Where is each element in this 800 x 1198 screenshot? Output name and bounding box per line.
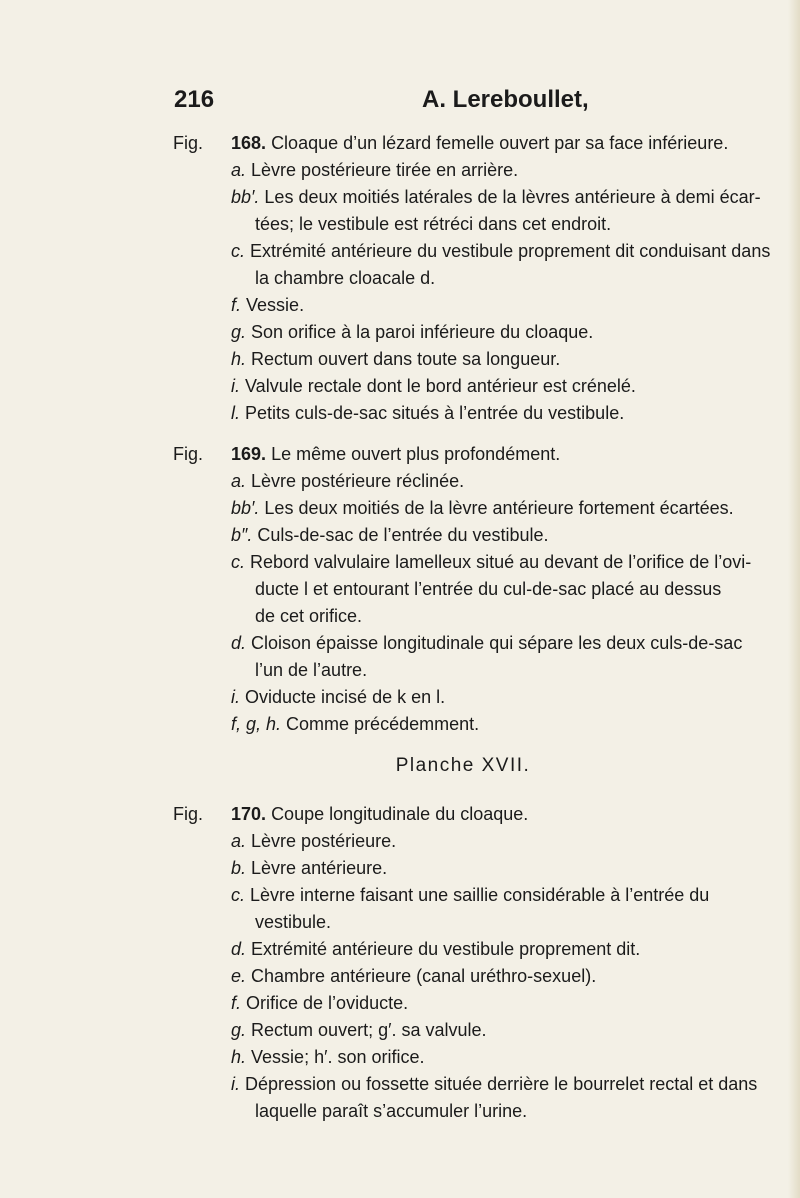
legend-label: c. <box>231 885 246 905</box>
legend-label: b. <box>231 858 247 878</box>
legend-label: a. <box>231 160 247 180</box>
legend-item <box>173 400 753 427</box>
legend-item <box>173 157 753 184</box>
legend-text: Rectum ouvert dans toute sa longueur. <box>251 349 561 369</box>
legend-item <box>173 522 753 549</box>
legend-item <box>173 1017 753 1044</box>
legend-item <box>173 373 753 400</box>
legend-text: Lèvre interne faisant une saillie considérable à l’entrée du <box>250 885 710 905</box>
legend-item <box>173 990 753 1017</box>
legend-text: Lèvre postérieure. <box>251 831 397 851</box>
legend-text: Petits culs-de-sac situés à l’entrée du vestibule. <box>245 403 625 423</box>
legend-item <box>173 711 753 738</box>
figure-heading <box>173 130 753 157</box>
legend-continuation: ducte l et entourant l’entrée du cul-de-sac placé au dessus <box>255 579 722 599</box>
legend-text: Vessie; h′. son orifice. <box>251 1047 425 1067</box>
legend-text: Chambre antérieure (canal uréthro-sexuel). <box>251 966 597 986</box>
legend-label: h. <box>231 1047 247 1067</box>
legend-text: Rectum ouvert; g′. sa valvule. <box>251 1020 487 1040</box>
figure-number: 168. <box>231 133 267 153</box>
figure-group-b <box>173 801 758 1125</box>
legend-item <box>173 936 753 963</box>
legend-label: a. <box>231 471 247 491</box>
figure-heading-text <box>231 130 728 157</box>
legend-label: b″. <box>231 525 253 545</box>
legend-text: Rebord valvulaire lamelleux situé au devant de l’orifice de l’ovi- <box>250 552 752 572</box>
legend-label: d. <box>231 633 247 653</box>
legend-label: g. <box>231 1020 247 1040</box>
legend-text: Orifice de l’oviducte. <box>246 993 409 1013</box>
legend-text: Cloison épaisse longitudinale qui sépare les deux culs-de-sac <box>251 633 743 653</box>
legend-text: Comme précédemment. <box>286 714 480 734</box>
legend-text: Extrémité antérieure du vestibule proprement dit conduisant dans <box>250 241 771 261</box>
legend-item <box>173 319 753 346</box>
legend-text: Les deux moitiés latérales de la lèvres antérieure à demi écar- <box>264 187 761 207</box>
legend-label: c. <box>231 241 246 261</box>
legend-item <box>173 495 753 522</box>
legend-item <box>173 468 753 495</box>
legend-label: f. <box>231 993 242 1013</box>
legend-item <box>173 963 753 990</box>
legend-label: bb′. <box>231 187 260 207</box>
legend-item <box>173 828 753 855</box>
legend-item <box>173 292 753 319</box>
legend-text: Lèvre postérieure tirée en arrière. <box>251 160 519 180</box>
figure-caption-block <box>173 441 753 738</box>
legend-text: Valvule rectale dont le bord antérieur est crénelé. <box>245 376 636 396</box>
legend-label: l. <box>231 403 240 423</box>
legend-text: Lèvre postérieure réclinée. <box>251 471 465 491</box>
figure-heading-text <box>231 441 560 468</box>
legend-continuation: l’un de l’autre. <box>255 660 368 680</box>
legend-label: a. <box>231 831 247 851</box>
figure-caption-block <box>173 130 771 427</box>
legend-text: Oviducte incisé de k en l. <box>245 687 446 707</box>
legend-label: i. <box>231 376 240 396</box>
plate-title: Planche XVII. <box>395 755 531 776</box>
legend-label: g. <box>231 322 247 342</box>
figure-prefix: Fig. <box>173 444 204 464</box>
legend-item <box>173 184 761 211</box>
legend-text: Son orifice à la paroi inférieure du cloaque. <box>251 322 594 342</box>
legend-label: i. <box>231 687 240 707</box>
legend-label: d. <box>231 939 247 959</box>
figure-caption-block <box>173 801 758 1125</box>
legend-label: c. <box>231 552 246 572</box>
legend-label: i. <box>231 1074 240 1094</box>
page-edge-shadow <box>788 0 800 1198</box>
figure-number: 170. <box>231 804 267 824</box>
legend-continuation: vestibule. <box>255 912 332 932</box>
legend-item <box>173 882 753 909</box>
legend-item <box>173 1044 753 1071</box>
legend-continuation: la chambre cloacale d. <box>255 268 436 288</box>
figure-title: Cloaque d’un lézard femelle ouvert par sa face inférieure. <box>271 133 729 153</box>
legend-label: f, g, h. <box>231 714 282 734</box>
running-head <box>174 86 744 116</box>
figure-prefix: Fig. <box>173 133 204 153</box>
legend-text: Vessie. <box>246 295 305 315</box>
legend-label: bb′. <box>231 498 260 518</box>
legend-text: Les deux moitiés de la lèvre antérieure fortement écartées. <box>264 498 734 518</box>
legend-item <box>173 1071 758 1098</box>
page-body <box>173 130 771 1139</box>
legend-label: e. <box>231 966 247 986</box>
figure-title: Le même ouvert plus profondément. <box>271 444 561 464</box>
legend-item <box>173 630 753 657</box>
legend-continuation: laquelle paraît s’accumuler l’urine. <box>255 1101 528 1121</box>
legend-label: h. <box>231 349 247 369</box>
legend-label: f. <box>231 295 242 315</box>
running-title: A. Lereboullet, <box>422 86 589 113</box>
figure-title: Coupe longitudinale du cloaque. <box>271 804 529 824</box>
legend-item <box>173 238 771 265</box>
legend-item <box>173 855 753 882</box>
legend-continuation: de cet orifice. <box>255 606 363 626</box>
legend-text: Dépression ou fossette située derrière le bourrelet rectal et dans <box>245 1074 758 1094</box>
figure-heading-text <box>231 801 528 828</box>
legend-item <box>173 346 753 373</box>
legend-continuation: tées; le vestibule est rétréci dans cet endroit. <box>255 214 612 234</box>
figure-prefix: Fig. <box>173 804 204 824</box>
legend-item <box>173 549 753 576</box>
legend-text: Culs-de-sac de l’entrée du vestibule. <box>257 525 549 545</box>
legend-text: Extrémité antérieure du vestibule proprement dit. <box>251 939 641 959</box>
figure-heading <box>173 441 753 468</box>
figure-heading <box>173 801 753 828</box>
page-number: 216 <box>174 86 215 113</box>
figure-group-a <box>173 130 771 738</box>
legend-text: Lèvre antérieure. <box>251 858 388 878</box>
legend-item <box>173 684 753 711</box>
figure-number: 169. <box>231 444 267 464</box>
